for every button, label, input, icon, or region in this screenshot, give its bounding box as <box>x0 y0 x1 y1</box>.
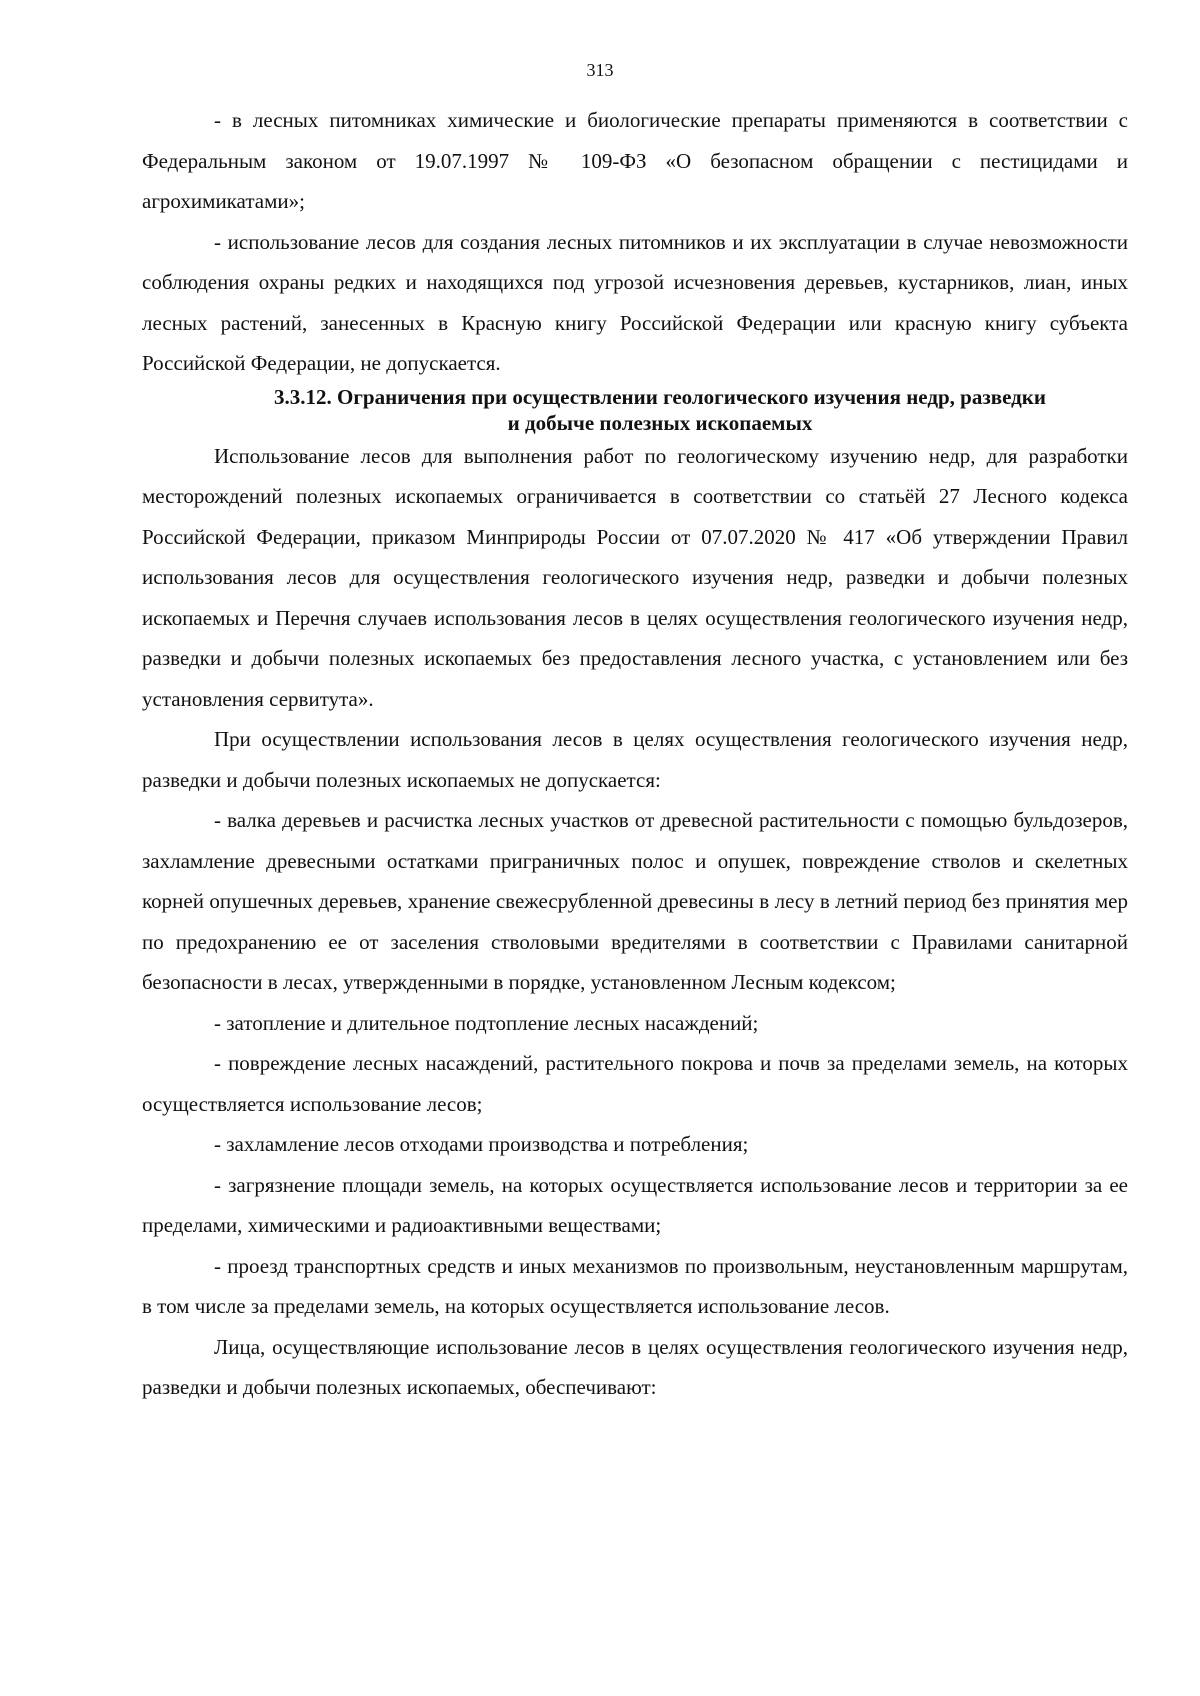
paragraph-geology-legal-basis: Использование лесов для выполнения работ по геологическому изучению недр, для разработки месторождений полезных ископаемых ограничивается в соответствии со статьёй 27 Лесного кодекса Российской Федерации, приказом Минприроды России от 07.07.2020 № 417 «Об утверждении Правил использования лесов для осуществления геологического изучения недр, разведки и добычи полезных ископаемых и Перечня случаев использования лесов в целях осуществления геологического изучения недр, разведки и добычи полезных ископаемых без предоставления лесного участка, с установлением или без установления сервитута». <box>142 443 1128 711</box>
list-item-tree-felling: - валка деревьев и расчистка лесных участков от древесной растительности с помощью бульдозеров, захламление древесными остатками приграничных полос и опушек, повреждение стволов и скелетных корней опушечных деревьев, хранение свежесрубленной древесины в лесу в летний период без принятия мер по предохранению ее от заселения стволовыми вредителями в соответствии с Правилами санитарной безопасности в лесах, утвержденными в порядке, установленном Лесным кодексом; <box>142 808 1128 994</box>
paragraph-prohibited-intro: При осуществлении использования лесов в целях осуществления геологического изучения недр, разведки и добычи полезных ископаемых не допускается: <box>142 727 1128 792</box>
section-heading-line-1: 3.3.12. Ограничения при осуществлении геологического изучения недр, разведки <box>274 384 1046 409</box>
section-heading <box>142 384 1128 436</box>
list-item-damage: - повреждение лесных насаждений, растительного покрова и почв за пределами земель, на которых осуществляется использование лесов; <box>142 1051 1128 1116</box>
list-item-flooding: - затопление и длительное подтопление лесных насаждений; <box>214 1010 759 1035</box>
page-number: 313 <box>586 60 614 80</box>
list-item-pollution: - загрязнение площади земель, на которых осуществляется использование лесов и территории за ее пределами, химическими и радиоактивными веществами; <box>142 1172 1128 1237</box>
page-content <box>142 100 1128 1408</box>
list-item-vehicles: - проезд транспортных средств и иных механизмов по произвольным, неустановленным маршрутам, в том числе за пределами земель, на которых осуществляется использование лесов. <box>142 1253 1128 1318</box>
paragraph-responsible-persons: Лица, осуществляющие использование лесов в целях осуществления геологического изучения недр, разведки и добычи полезных ископаемых, обеспечивают: <box>142 1334 1128 1399</box>
section-heading-line-2: и добыче полезных ископаемых <box>507 410 813 435</box>
list-item-waste: - захламление лесов отходами производства и потребления; <box>214 1132 749 1156</box>
paragraph-nursery-chemicals: - в лесных питомниках химические и биологические препараты применяются в соответствии с Федеральным законом от 19.07.1997 № 109-ФЗ «О безопасном обращении с пестицидами и агрохимикатами»; <box>142 108 1128 213</box>
paragraph-nursery-red-book: - использование лесов для создания лесных питомников и их эксплуатации в случае невозможности соблюдения охраны редких и находящихся под угрозой исчезновения деревьев, кустарников, лиан, иных лесных растений, занесенных в Красную книгу Российской Федерации или красную книгу субъекта Российской Федерации, не допускается. <box>142 229 1128 375</box>
